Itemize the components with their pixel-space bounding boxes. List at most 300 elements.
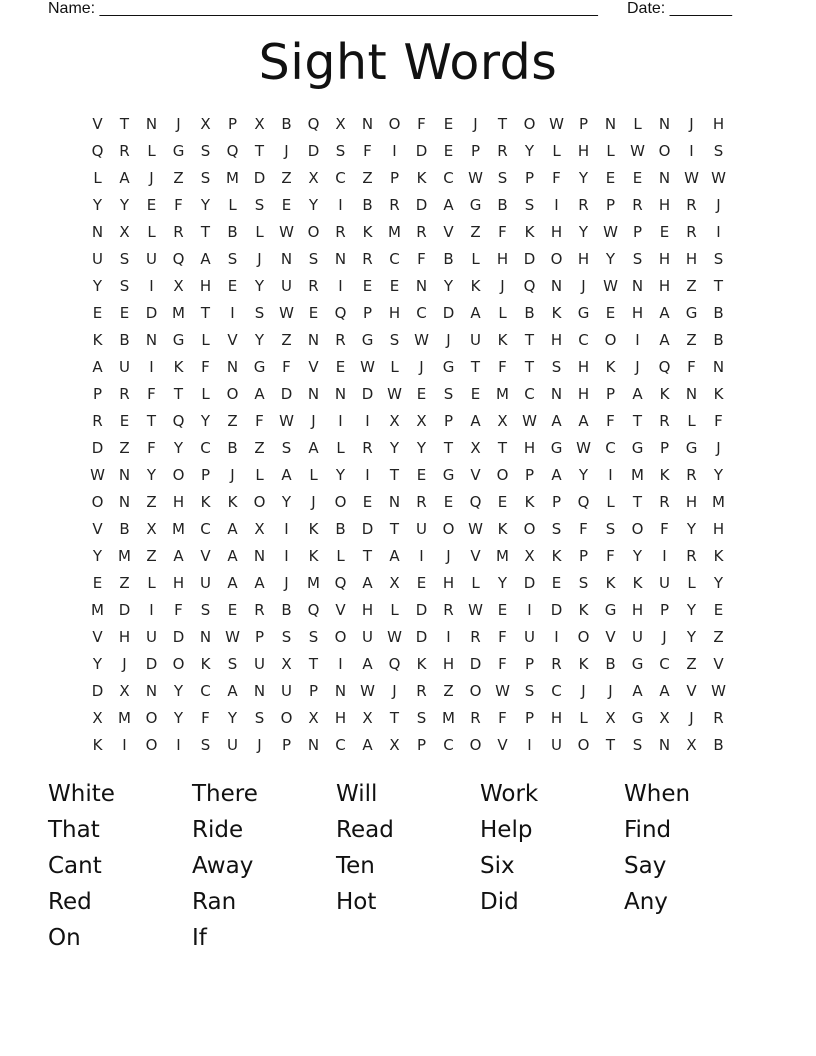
- grid-letter: U: [632, 628, 643, 646]
- grid-letter: J: [581, 682, 586, 700]
- grid-letter: U: [551, 736, 562, 754]
- grid-letter: S: [524, 196, 535, 214]
- grid-row: [84, 624, 732, 651]
- grid-row: [84, 705, 732, 732]
- grid-letter: V: [470, 466, 481, 484]
- grid-letter: T: [605, 736, 616, 754]
- grid-letter: Q: [577, 493, 590, 511]
- grid-letter: C: [200, 520, 211, 538]
- grid-letter: C: [605, 439, 616, 457]
- grid-letter: A: [659, 682, 670, 700]
- grid-letter: H: [361, 601, 374, 619]
- grid-letter: Z: [281, 169, 292, 187]
- grid-letter: W: [468, 520, 483, 538]
- grid-letter: R: [443, 601, 454, 619]
- grid-letter: I: [122, 736, 127, 754]
- grid-letter: X: [524, 547, 535, 565]
- grid-letter: Z: [686, 277, 697, 295]
- grid-letter: E: [443, 142, 454, 160]
- grid-letter: J: [689, 115, 694, 133]
- grid-letter: Y: [605, 250, 616, 268]
- grid-letter: A: [227, 547, 238, 565]
- grid-letter: A: [227, 682, 238, 700]
- grid-letter: R: [659, 412, 670, 430]
- grid-letter: D: [118, 601, 131, 619]
- grid-letter: L: [606, 142, 615, 160]
- grid-letter: O: [550, 250, 563, 268]
- grid-letter: F: [498, 358, 507, 376]
- grid-letter: F: [255, 412, 264, 430]
- grid-letter: L: [147, 574, 156, 592]
- grid-letter: Y: [686, 520, 697, 538]
- grid-letter: I: [149, 277, 154, 295]
- grid-letter: X: [605, 709, 616, 727]
- grid-letter: R: [362, 439, 373, 457]
- grid-letter: K: [308, 547, 319, 565]
- grid-letter: Y: [308, 196, 319, 214]
- grid-letter: A: [308, 439, 319, 457]
- grid-letter: P: [578, 115, 589, 133]
- grid-letter: O: [91, 493, 104, 511]
- grid-row: [84, 165, 732, 192]
- grid-letter: X: [389, 736, 400, 754]
- grid-letter: J: [284, 142, 289, 160]
- grid-letter: T: [632, 412, 643, 430]
- grid-letter: W: [360, 682, 375, 700]
- grid-letter: C: [335, 169, 346, 187]
- grid-letter: K: [227, 493, 238, 511]
- grid-letter: W: [522, 412, 537, 430]
- grid-letter: R: [470, 628, 481, 646]
- grid-letter: X: [389, 574, 400, 592]
- grid-letter: J: [311, 412, 316, 430]
- grid-letter: Y: [578, 169, 589, 187]
- grid-letter: G: [685, 304, 698, 322]
- grid-letter: T: [389, 466, 400, 484]
- grid-letter: Y: [443, 277, 454, 295]
- grid-letter: V: [92, 628, 103, 646]
- grid-letter: P: [659, 439, 670, 457]
- grid-letter: F: [282, 358, 291, 376]
- grid-letter: E: [443, 493, 454, 511]
- grid-row: [84, 408, 732, 435]
- grid-letter: L: [390, 358, 399, 376]
- grid-letter: G: [631, 655, 644, 673]
- grid-letter: J: [230, 466, 235, 484]
- grid-letter: H: [388, 304, 401, 322]
- grid-letter: U: [470, 331, 481, 349]
- grid-letter: A: [470, 412, 481, 430]
- grid-letter: K: [362, 223, 373, 241]
- grid-letter: P: [632, 223, 643, 241]
- grid-letter: I: [689, 142, 694, 160]
- grid-letter: R: [119, 385, 130, 403]
- grid-letter: I: [716, 223, 721, 241]
- grid-letter: O: [469, 736, 482, 754]
- grid-letter: I: [608, 466, 613, 484]
- grid-letter: U: [362, 628, 373, 646]
- grid-letter: X: [470, 439, 481, 457]
- grid-letter: H: [442, 574, 455, 592]
- grid-letter: W: [468, 601, 483, 619]
- grid-letter: P: [551, 493, 562, 511]
- grid-letter: V: [686, 682, 697, 700]
- grid-letter: S: [632, 736, 643, 754]
- grid-letter: F: [201, 358, 210, 376]
- grid-letter: D: [550, 601, 563, 619]
- grid-letter: E: [281, 196, 292, 214]
- grid-letter: B: [497, 196, 508, 214]
- grid-letter: S: [605, 520, 616, 538]
- grid-letter: Y: [578, 466, 589, 484]
- grid-letter: O: [253, 493, 266, 511]
- grid-letter: N: [604, 115, 617, 133]
- grid-letter: G: [550, 439, 563, 457]
- grid-letter: S: [443, 385, 454, 403]
- grid-letter: Z: [227, 412, 238, 430]
- grid-letter: J: [716, 196, 721, 214]
- grid-letter: U: [281, 277, 292, 295]
- page-title: Sight Words: [258, 34, 558, 91]
- grid-letter: J: [257, 736, 262, 754]
- grid-letter: M: [91, 601, 104, 619]
- grid-letter: V: [443, 223, 454, 241]
- grid-letter: N: [658, 115, 671, 133]
- grid-letter: I: [149, 358, 154, 376]
- grid-letter: X: [362, 709, 373, 727]
- grid-letter: L: [471, 574, 480, 592]
- grid-letter: R: [416, 682, 427, 700]
- grid-letter: N: [118, 466, 131, 484]
- grid-letter: U: [119, 358, 130, 376]
- letter-grid: [84, 111, 732, 759]
- grid-letter: O: [334, 493, 347, 511]
- grid-letter: C: [551, 682, 562, 700]
- grid-letter: A: [227, 520, 238, 538]
- grid-letter: F: [363, 142, 372, 160]
- grid-letter: G: [469, 196, 482, 214]
- grid-letter: N: [658, 169, 671, 187]
- word-bank-item: Read: [336, 817, 394, 843]
- grid-letter: H: [199, 277, 212, 295]
- grid-row: [84, 570, 732, 597]
- grid-letter: Y: [92, 547, 103, 565]
- grid-letter: A: [551, 466, 562, 484]
- grid-letter: H: [496, 250, 509, 268]
- grid-letter: K: [173, 358, 184, 376]
- grid-letter: I: [527, 601, 532, 619]
- grid-letter: A: [281, 466, 292, 484]
- grid-letter: K: [497, 520, 508, 538]
- grid-letter: M: [496, 547, 509, 565]
- grid-letter: L: [147, 223, 156, 241]
- grid-letter: P: [524, 655, 535, 673]
- grid-letter: O: [280, 709, 293, 727]
- grid-letter: D: [523, 574, 536, 592]
- grid-letter: J: [446, 331, 451, 349]
- grid-letter: G: [577, 304, 590, 322]
- grid-letter: V: [497, 736, 508, 754]
- grid-letter: I: [176, 736, 181, 754]
- grid-letter: B: [281, 601, 292, 619]
- grid-letter: K: [713, 385, 724, 403]
- grid-letter: L: [498, 304, 507, 322]
- grid-letter: P: [362, 304, 373, 322]
- grid-letter: W: [576, 439, 591, 457]
- grid-letter: G: [631, 709, 644, 727]
- grid-letter: V: [92, 520, 103, 538]
- grid-letter: J: [716, 439, 721, 457]
- grid-letter: W: [414, 331, 429, 349]
- grid-letter: U: [659, 574, 670, 592]
- grid-letter: R: [335, 223, 346, 241]
- grid-letter: L: [93, 169, 102, 187]
- grid-letter: J: [473, 115, 478, 133]
- grid-letter: A: [227, 574, 238, 592]
- grid-letter: Q: [307, 601, 320, 619]
- grid-letter: P: [605, 196, 616, 214]
- grid-letter: B: [713, 304, 724, 322]
- grid-letter: E: [416, 385, 427, 403]
- grid-letter: S: [200, 736, 211, 754]
- grid-letter: K: [524, 493, 535, 511]
- grid-letter: G: [685, 439, 698, 457]
- grid-letter: N: [388, 493, 401, 511]
- grid-letter: H: [658, 277, 671, 295]
- grid-letter: N: [550, 385, 563, 403]
- grid-letter: J: [689, 709, 694, 727]
- grid-letter: Y: [254, 277, 265, 295]
- grid-letter: L: [147, 142, 156, 160]
- grid-letter: E: [119, 412, 130, 430]
- grid-letter: B: [281, 115, 292, 133]
- grid-letter: Y: [92, 277, 103, 295]
- grid-letter: K: [92, 331, 103, 349]
- grid-letter: N: [118, 493, 131, 511]
- grid-letter: G: [442, 466, 455, 484]
- grid-letter: X: [497, 412, 508, 430]
- grid-letter: Y: [632, 547, 643, 565]
- grid-letter: S: [551, 520, 562, 538]
- grid-letter: R: [686, 223, 697, 241]
- grid-letter: T: [146, 412, 157, 430]
- grid-letter: C: [443, 169, 454, 187]
- grid-letter: T: [254, 142, 265, 160]
- grid-letter: A: [659, 331, 670, 349]
- grid-letter: S: [254, 196, 265, 214]
- grid-letter: E: [605, 304, 616, 322]
- grid-letter: M: [226, 169, 239, 187]
- grid-letter: O: [577, 628, 590, 646]
- grid-letter: O: [523, 115, 536, 133]
- grid-letter: J: [257, 250, 262, 268]
- grid-letter: W: [90, 466, 105, 484]
- grid-letter: W: [279, 412, 294, 430]
- grid-letter: M: [388, 223, 401, 241]
- grid-letter: F: [714, 412, 723, 430]
- grid-letter: D: [523, 250, 536, 268]
- grid-letter: Y: [173, 682, 184, 700]
- grid-letter: R: [632, 196, 643, 214]
- grid-letter: E: [146, 196, 157, 214]
- grid-letter: B: [362, 196, 373, 214]
- grid-letter: N: [91, 223, 104, 241]
- grid-letter: M: [172, 520, 185, 538]
- grid-letter: K: [416, 169, 427, 187]
- grid-letter: X: [119, 223, 130, 241]
- grid-letter: Q: [523, 277, 536, 295]
- grid-letter: G: [172, 331, 185, 349]
- grid-letter: R: [119, 142, 130, 160]
- grid-letter: A: [92, 358, 103, 376]
- grid-letter: S: [227, 655, 238, 673]
- name-field-label: Name: ________________________________________________________: [48, 0, 598, 17]
- grid-letter: X: [173, 277, 184, 295]
- grid-letter: A: [254, 574, 265, 592]
- grid-letter: Z: [281, 331, 292, 349]
- grid-letter: J: [284, 574, 289, 592]
- grid-letter: I: [662, 547, 667, 565]
- grid-letter: W: [549, 115, 564, 133]
- grid-letter: Y: [416, 439, 427, 457]
- grid-letter: K: [200, 493, 211, 511]
- grid-letter: E: [632, 169, 643, 187]
- grid-letter: R: [254, 601, 265, 619]
- grid-letter: E: [551, 574, 562, 592]
- grid-letter: P: [470, 142, 481, 160]
- grid-letter: Y: [497, 574, 508, 592]
- grid-letter: D: [91, 682, 104, 700]
- grid-row: [84, 327, 732, 354]
- grid-letter: X: [308, 169, 319, 187]
- word-bank-item: Hot: [336, 889, 377, 915]
- grid-letter: U: [146, 250, 157, 268]
- grid-letter: R: [551, 655, 562, 673]
- grid-letter: H: [712, 520, 725, 538]
- grid-letter: O: [226, 385, 239, 403]
- grid-letter: H: [685, 493, 698, 511]
- grid-letter: O: [469, 682, 482, 700]
- grid-letter: Y: [200, 412, 211, 430]
- grid-letter: Z: [686, 331, 697, 349]
- grid-letter: Y: [578, 223, 589, 241]
- grid-letter: I: [338, 655, 343, 673]
- grid-row: [84, 489, 732, 516]
- grid-letter: O: [631, 520, 644, 538]
- grid-letter: C: [335, 736, 346, 754]
- grid-letter: F: [174, 196, 183, 214]
- grid-letter: Y: [524, 142, 535, 160]
- grid-letter: F: [417, 250, 426, 268]
- grid-letter: I: [365, 412, 370, 430]
- grid-letter: C: [578, 331, 589, 349]
- grid-letter: J: [122, 655, 127, 673]
- grid-letter: X: [92, 709, 103, 727]
- grid-letter: S: [416, 709, 427, 727]
- grid-letter: D: [253, 169, 266, 187]
- grid-letter: T: [119, 115, 130, 133]
- grid-letter: F: [174, 601, 183, 619]
- grid-letter: G: [253, 358, 266, 376]
- grid-letter: H: [550, 709, 563, 727]
- grid-letter: C: [200, 682, 211, 700]
- grid-letter: W: [225, 628, 240, 646]
- grid-letter: O: [307, 223, 320, 241]
- grid-letter: O: [172, 466, 185, 484]
- grid-row: [84, 300, 732, 327]
- grid-letter: A: [578, 412, 589, 430]
- grid-letter: N: [334, 682, 347, 700]
- grid-letter: I: [635, 331, 640, 349]
- grid-letter: H: [172, 574, 185, 592]
- grid-letter: R: [308, 277, 319, 295]
- grid-letter: H: [442, 655, 455, 673]
- word-bank-item: Six: [480, 853, 515, 879]
- grid-letter: N: [685, 385, 698, 403]
- grid-letter: T: [497, 115, 508, 133]
- grid-letter: T: [200, 223, 211, 241]
- grid-letter: R: [686, 196, 697, 214]
- grid-letter: R: [578, 196, 589, 214]
- grid-letter: X: [119, 682, 130, 700]
- grid-letter: N: [307, 331, 320, 349]
- grid-letter: B: [605, 655, 616, 673]
- word-bank-item: Red: [48, 889, 92, 915]
- grid-letter: R: [362, 250, 373, 268]
- grid-row: [84, 435, 732, 462]
- grid-letter: C: [200, 439, 211, 457]
- grid-letter: Y: [173, 439, 184, 457]
- grid-letter: E: [416, 574, 427, 592]
- grid-letter: D: [172, 628, 185, 646]
- grid-letter: H: [334, 709, 347, 727]
- grid-letter: E: [416, 466, 427, 484]
- grid-letter: F: [147, 439, 156, 457]
- grid-letter: R: [470, 709, 481, 727]
- grid-letter: I: [365, 466, 370, 484]
- grid-letter: B: [713, 736, 724, 754]
- grid-letter: T: [362, 547, 373, 565]
- grid-letter: L: [579, 709, 588, 727]
- grid-letter: D: [280, 385, 293, 403]
- grid-letter: G: [361, 331, 374, 349]
- date-field-label: Date: _______: [627, 0, 732, 17]
- grid-letter: S: [497, 169, 508, 187]
- grid-letter: D: [415, 601, 428, 619]
- grid-letter: A: [362, 736, 373, 754]
- grid-letter: N: [199, 628, 212, 646]
- grid-letter: W: [711, 169, 726, 187]
- grid-letter: N: [145, 115, 158, 133]
- grid-row: [84, 192, 732, 219]
- grid-letter: K: [200, 655, 211, 673]
- grid-row: [84, 678, 732, 705]
- grid-letter: V: [470, 547, 481, 565]
- grid-letter: X: [308, 709, 319, 727]
- grid-letter: C: [659, 655, 670, 673]
- grid-letter: R: [92, 412, 103, 430]
- grid-letter: K: [92, 736, 103, 754]
- word-bank-item: Say: [624, 853, 667, 879]
- grid-letter: I: [392, 142, 397, 160]
- grid-letter: J: [500, 277, 505, 295]
- grid-letter: A: [632, 682, 643, 700]
- grid-letter: Z: [173, 169, 184, 187]
- grid-letter: H: [712, 115, 725, 133]
- grid-letter: W: [495, 682, 510, 700]
- grid-letter: N: [145, 331, 158, 349]
- grid-letter: B: [443, 250, 454, 268]
